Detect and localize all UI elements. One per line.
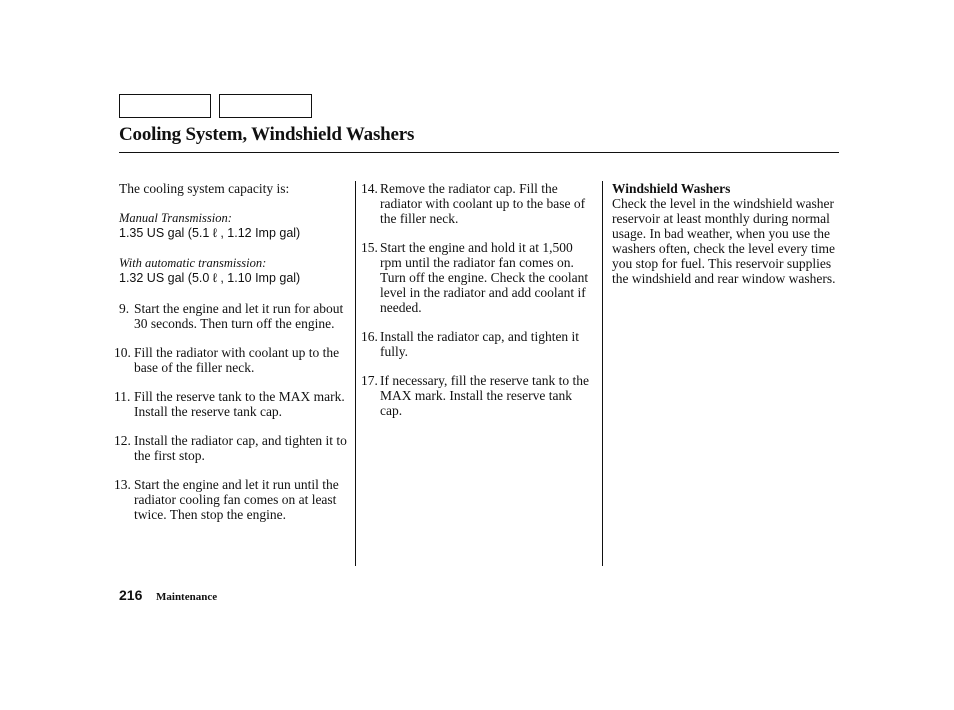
step-15: [361, 240, 597, 315]
step-text: Start the engine and hold it at 1,500 rpm until the radiator fan comes on. Turn off the engine. Check the coolant level in the radiator and add coolant if needed.: [380, 240, 589, 315]
step-text: Fill the radiator with coolant up to the base of the filler neck.: [134, 345, 340, 375]
step-10: [114, 345, 347, 375]
step-number: 10.: [114, 345, 131, 360]
step-number: 11.: [114, 389, 131, 404]
manual-transmission-value: 1.35 US gal (5.1 ℓ , 1.12 Imp gal): [119, 226, 301, 240]
step-16: [361, 329, 597, 359]
step-number: 13.: [114, 477, 131, 492]
page-title: Cooling System, Windshield Washers: [119, 124, 415, 145]
title-rule: [119, 152, 839, 153]
column-2: [361, 181, 597, 418]
step-number: 14.: [361, 181, 378, 196]
step-11: [114, 389, 347, 419]
step-12: [114, 433, 347, 463]
column-divider-1: [355, 181, 356, 566]
page-number: 216: [119, 587, 143, 603]
column-3: [612, 181, 844, 286]
automatic-transmission-value: 1.32 US gal (5.0 ℓ , 1.10 Imp gal): [119, 271, 301, 285]
step-text: Start the engine and let it run for about 30 seconds. Then turn off the engine.: [134, 301, 344, 331]
step-number: 17.: [361, 373, 378, 388]
step-text: If necessary, fill the reserve tank to the MAX mark. Install the reserve tank cap.: [380, 373, 590, 418]
step-number: 12.: [114, 433, 131, 448]
step-text: Install the radiator cap, and tighten it to the first stop.: [134, 433, 347, 463]
windshield-washers-heading: Windshield Washers: [612, 181, 731, 196]
capacity-intro: The cooling system capacity is:: [119, 181, 290, 196]
step-9: [119, 301, 347, 331]
step-text: Remove the radiator cap. Fill the radiator with coolant up to the base of the filler neck.: [380, 181, 586, 226]
automatic-transmission-label: With automatic transmission:: [119, 256, 267, 270]
manual-transmission-label: Manual Transmission:: [119, 211, 232, 225]
header-tab-box-right: [219, 94, 312, 118]
step-text: Install the radiator cap, and tighten it fully.: [380, 329, 580, 359]
header-tab-box-left: [119, 94, 211, 118]
column-divider-2: [602, 181, 603, 566]
step-number: 16.: [361, 329, 378, 344]
step-number: 15.: [361, 240, 378, 255]
step-number: 9.: [119, 301, 130, 316]
step-14: [361, 181, 597, 226]
step-17: [361, 373, 597, 418]
column-1: [114, 181, 347, 522]
step-text: Fill the reserve tank to the MAX mark. Install the reserve tank cap.: [134, 389, 345, 419]
step-text: Start the engine and let it run until the radiator cooling fan comes on at least twice. Then stop the engine.: [134, 477, 339, 522]
step-13: [114, 477, 347, 522]
windshield-washers-body: Check the level in the windshield washer reservoir at least monthly during normal usage. In bad weather, when you use the washers often, check the level every time you stop for fuel. This reservoir supplies the windshield and rear window washers.: [612, 196, 836, 286]
section-label: Maintenance: [156, 591, 218, 603]
